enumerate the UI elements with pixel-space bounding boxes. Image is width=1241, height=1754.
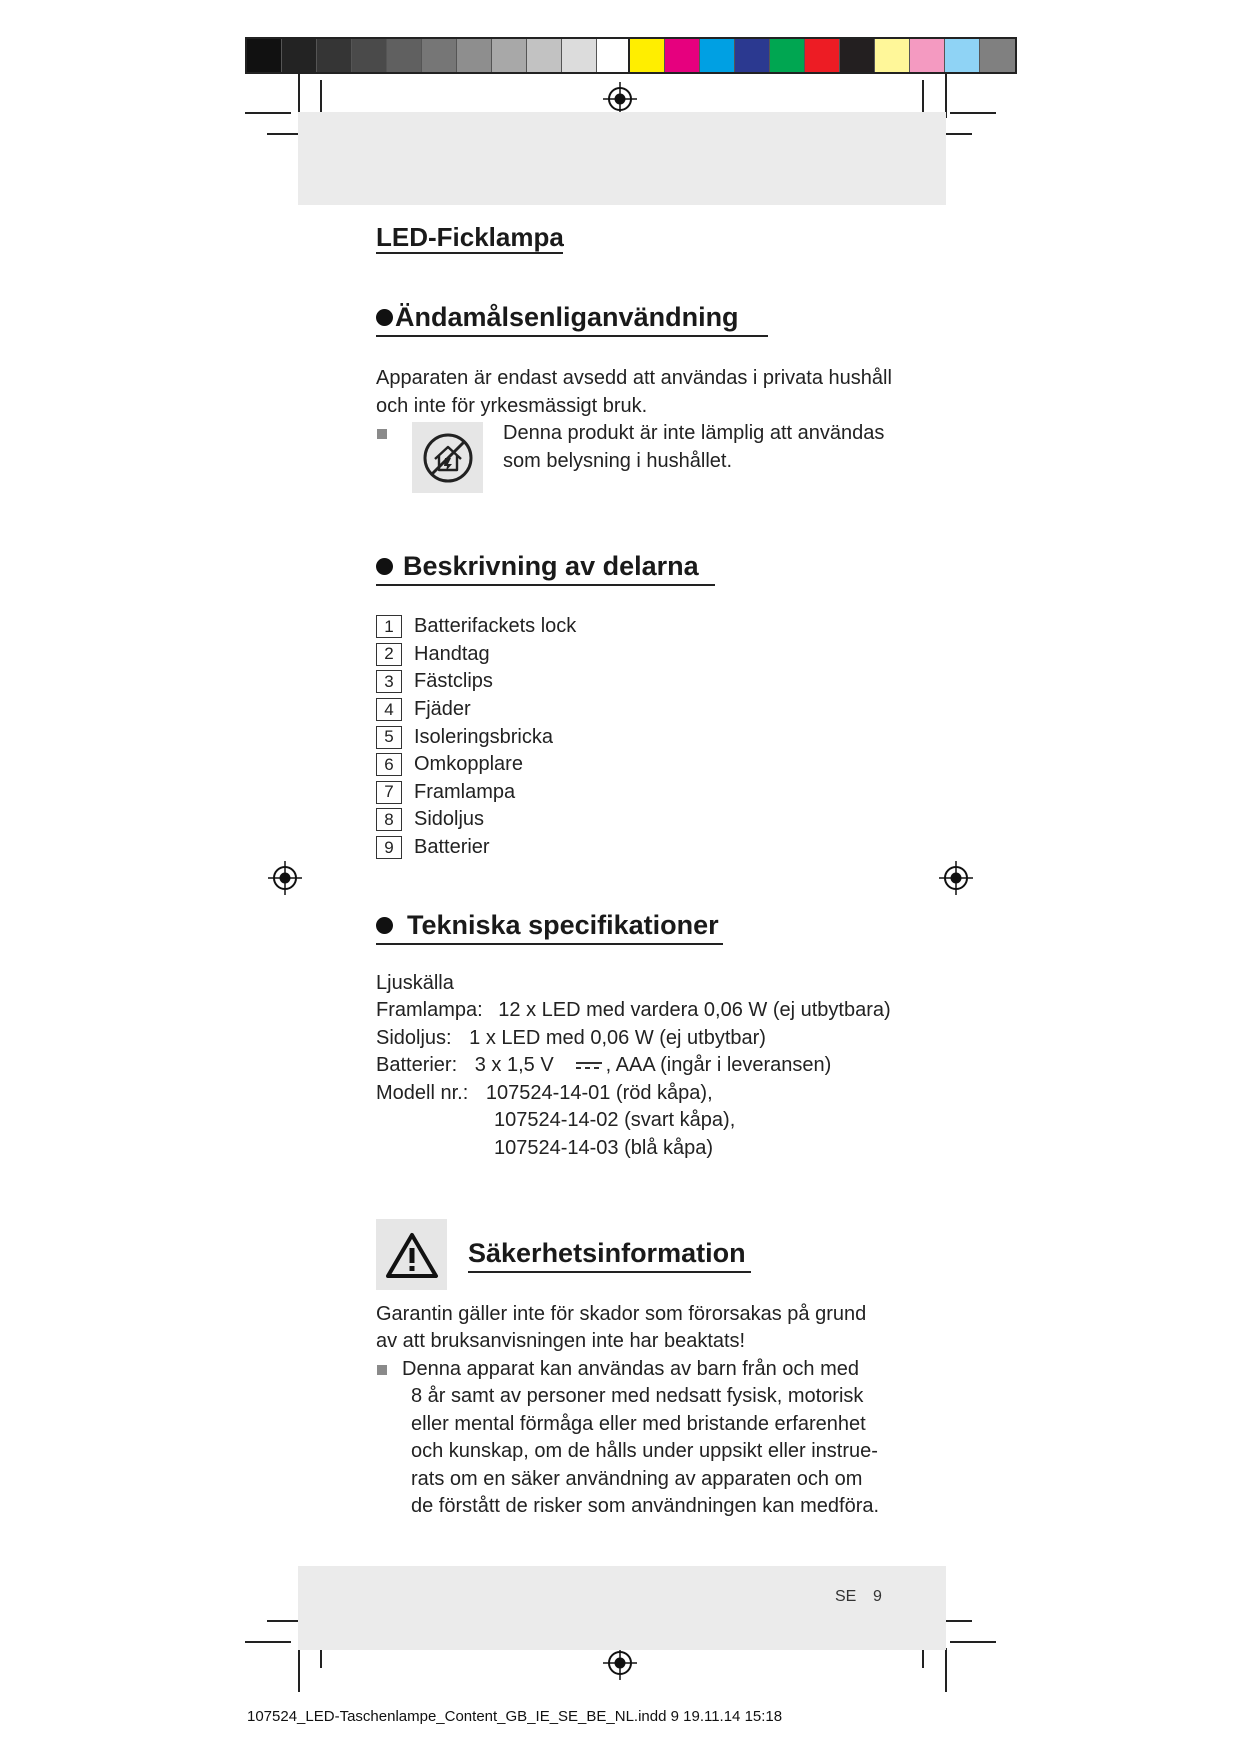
- safety-intro-line2: av att bruksanvisningen inte har beaktats!: [376, 1330, 746, 1352]
- part-number: 7: [376, 781, 402, 804]
- spec-label: Framlampa:: [376, 999, 483, 1021]
- spec-side-light: [376, 1027, 766, 1050]
- color-swatch: [527, 39, 562, 72]
- safety-bullet-line1: Denna apparat kan användas av barn från och med: [402, 1358, 859, 1380]
- intended-use-text-line1: Apparaten är endast avsedd att användas i privata hushåll: [376, 367, 892, 389]
- color-swatch: [665, 39, 700, 72]
- spec-label: Modell nr.:: [376, 1082, 469, 1104]
- color-swatch: [735, 39, 770, 72]
- part-label: Fästclips: [414, 670, 493, 693]
- part-number: 8: [376, 808, 402, 831]
- crop-mark: [950, 1641, 996, 1643]
- square-bullet-icon: [377, 1365, 387, 1375]
- part-label: Sidoljus: [414, 808, 485, 831]
- spec-value: , AAA (ingår i leveransen): [605, 1054, 832, 1076]
- spec-value: 3 x 1,5 V: [474, 1054, 554, 1076]
- color-swatch: [387, 39, 422, 72]
- section-bullet-icon: [376, 558, 393, 575]
- color-calibration-bar: [628, 37, 1017, 74]
- part-number: 1: [376, 615, 402, 638]
- part-label: Handtag: [414, 642, 490, 665]
- color-swatch: [875, 39, 910, 72]
- heading-underline: [376, 584, 715, 586]
- spec-model: [376, 1082, 713, 1105]
- square-bullet-icon: [377, 429, 387, 439]
- crop-mark: [945, 1648, 947, 1692]
- list-item: [376, 779, 576, 807]
- intended-use-heading: [376, 302, 739, 333]
- heading-underline: [468, 1271, 751, 1273]
- color-swatch: [805, 39, 840, 72]
- grayscale-calibration-bar: [245, 37, 634, 74]
- heading-underline: [376, 335, 768, 337]
- title-underline: [376, 252, 563, 254]
- safety-bullet-line5: rats om en säker användning av apparaten och om: [411, 1468, 863, 1490]
- color-swatch: [562, 39, 597, 72]
- safety-bullet-line6: de förstått de risker som användningen kan medföra.: [411, 1495, 880, 1517]
- part-number: 6: [376, 753, 402, 776]
- safety-heading: Säkerhetsinformation: [468, 1238, 746, 1268]
- color-swatch: [840, 39, 875, 72]
- registration-mark-icon: [603, 82, 637, 116]
- crop-mark: [298, 1648, 300, 1692]
- list-item: [376, 834, 576, 862]
- color-swatch: [770, 39, 805, 72]
- color-swatch: [492, 39, 527, 72]
- part-label: Framlampa: [414, 780, 516, 803]
- safety-bullet-line3: eller mental förmåga eller med bristande erfarenhet: [411, 1413, 866, 1435]
- spec-light-source: Ljuskälla: [376, 972, 454, 994]
- registration-mark-icon: [603, 1646, 637, 1680]
- color-swatch: [457, 39, 492, 72]
- footer-language: SE: [835, 1588, 857, 1605]
- list-item: [376, 751, 576, 779]
- spec-model-3: 107524-14-03 (blå kåpa): [494, 1137, 714, 1159]
- color-swatch: [247, 39, 282, 72]
- page-title: LED-Ficklampa: [376, 222, 564, 252]
- specs-heading: [376, 910, 719, 941]
- parts-heading-text: Beskrivning av delarna: [403, 551, 699, 581]
- part-label: Batterier: [414, 836, 490, 859]
- warning-triangle-icon: [376, 1219, 447, 1290]
- crop-mark: [950, 112, 996, 114]
- print-slug: 107524_LED-Taschenlampe_Content_GB_IE_SE_BE_NL.indd 9 19.11.14 15:18: [247, 1708, 783, 1725]
- part-number: 5: [376, 726, 402, 749]
- part-number: 3: [376, 670, 402, 693]
- registration-mark-icon: [939, 861, 973, 895]
- heading-underline: [376, 943, 723, 945]
- color-swatch: [630, 39, 665, 72]
- section-bullet-icon: [376, 309, 393, 326]
- list-item: [376, 696, 576, 724]
- part-label: Isoleringsbricka: [414, 725, 553, 748]
- header-band: [298, 112, 946, 205]
- part-number: 2: [376, 643, 402, 666]
- spec-value: 107524-14-01 (röd kåpa),: [485, 1082, 713, 1104]
- part-number: 9: [376, 836, 402, 859]
- color-swatch: [700, 39, 735, 72]
- no-household-lighting-icon: [412, 422, 483, 493]
- list-item: [376, 723, 576, 751]
- color-swatch: [597, 39, 632, 72]
- color-swatch: [352, 39, 387, 72]
- list-item: [376, 668, 576, 696]
- list-item: [376, 806, 576, 834]
- safety-intro-line1: Garantin gäller inte för skador som förorsakas på grund: [376, 1303, 867, 1325]
- spec-label: Batterier:: [376, 1054, 458, 1076]
- intended-use-heading-text: Ändamålsenliganvändning: [395, 302, 739, 332]
- color-swatch: [945, 39, 980, 72]
- parts-list: [376, 613, 576, 861]
- part-label: Batterifackets lock: [414, 615, 577, 638]
- color-swatch: [282, 39, 317, 72]
- footer-page-number: 9: [873, 1588, 882, 1605]
- spec-value: 12 x LED med vardera 0,06 W (ej utbytbara): [498, 999, 891, 1021]
- list-item: [376, 613, 576, 641]
- color-swatch: [317, 39, 352, 72]
- spec-batteries: [376, 1054, 831, 1077]
- color-swatch: [422, 39, 457, 72]
- crop-mark: [245, 112, 291, 114]
- intended-use-text-line2: och inte för yrkesmässigt bruk.: [376, 395, 648, 417]
- safety-bullet-line4: och kunskap, om de hålls under uppsikt eller instrue-: [411, 1440, 878, 1462]
- part-label: Omkopplare: [414, 753, 523, 776]
- registration-mark-icon: [268, 861, 302, 895]
- color-swatch: [980, 39, 1015, 72]
- intended-use-note-line2: som belysning i hushållet.: [503, 450, 733, 472]
- footer-band: [298, 1566, 946, 1650]
- spec-front-lamp: [376, 999, 891, 1022]
- spec-value: 1 x LED med 0,06 W (ej utbytbar): [469, 1027, 766, 1049]
- specs-heading-text: Tekniska specifikationer: [407, 910, 719, 940]
- color-swatch: [910, 39, 945, 72]
- section-bullet-icon: [376, 917, 393, 934]
- spec-label: Sidoljus:: [376, 1027, 452, 1049]
- dc-current-icon: [576, 1061, 602, 1071]
- safety-bullet-line2: 8 år samt av personer med nedsatt fysisk, motorisk: [411, 1385, 864, 1407]
- part-label: Fjäder: [414, 698, 471, 721]
- list-item: [376, 641, 576, 669]
- crop-mark: [245, 1641, 291, 1643]
- parts-heading: [376, 551, 699, 582]
- spec-model-2: 107524-14-02 (svart kåpa),: [494, 1109, 736, 1131]
- intended-use-note-line1: Denna produkt är inte lämplig att användas: [503, 422, 885, 444]
- part-number: 4: [376, 698, 402, 721]
